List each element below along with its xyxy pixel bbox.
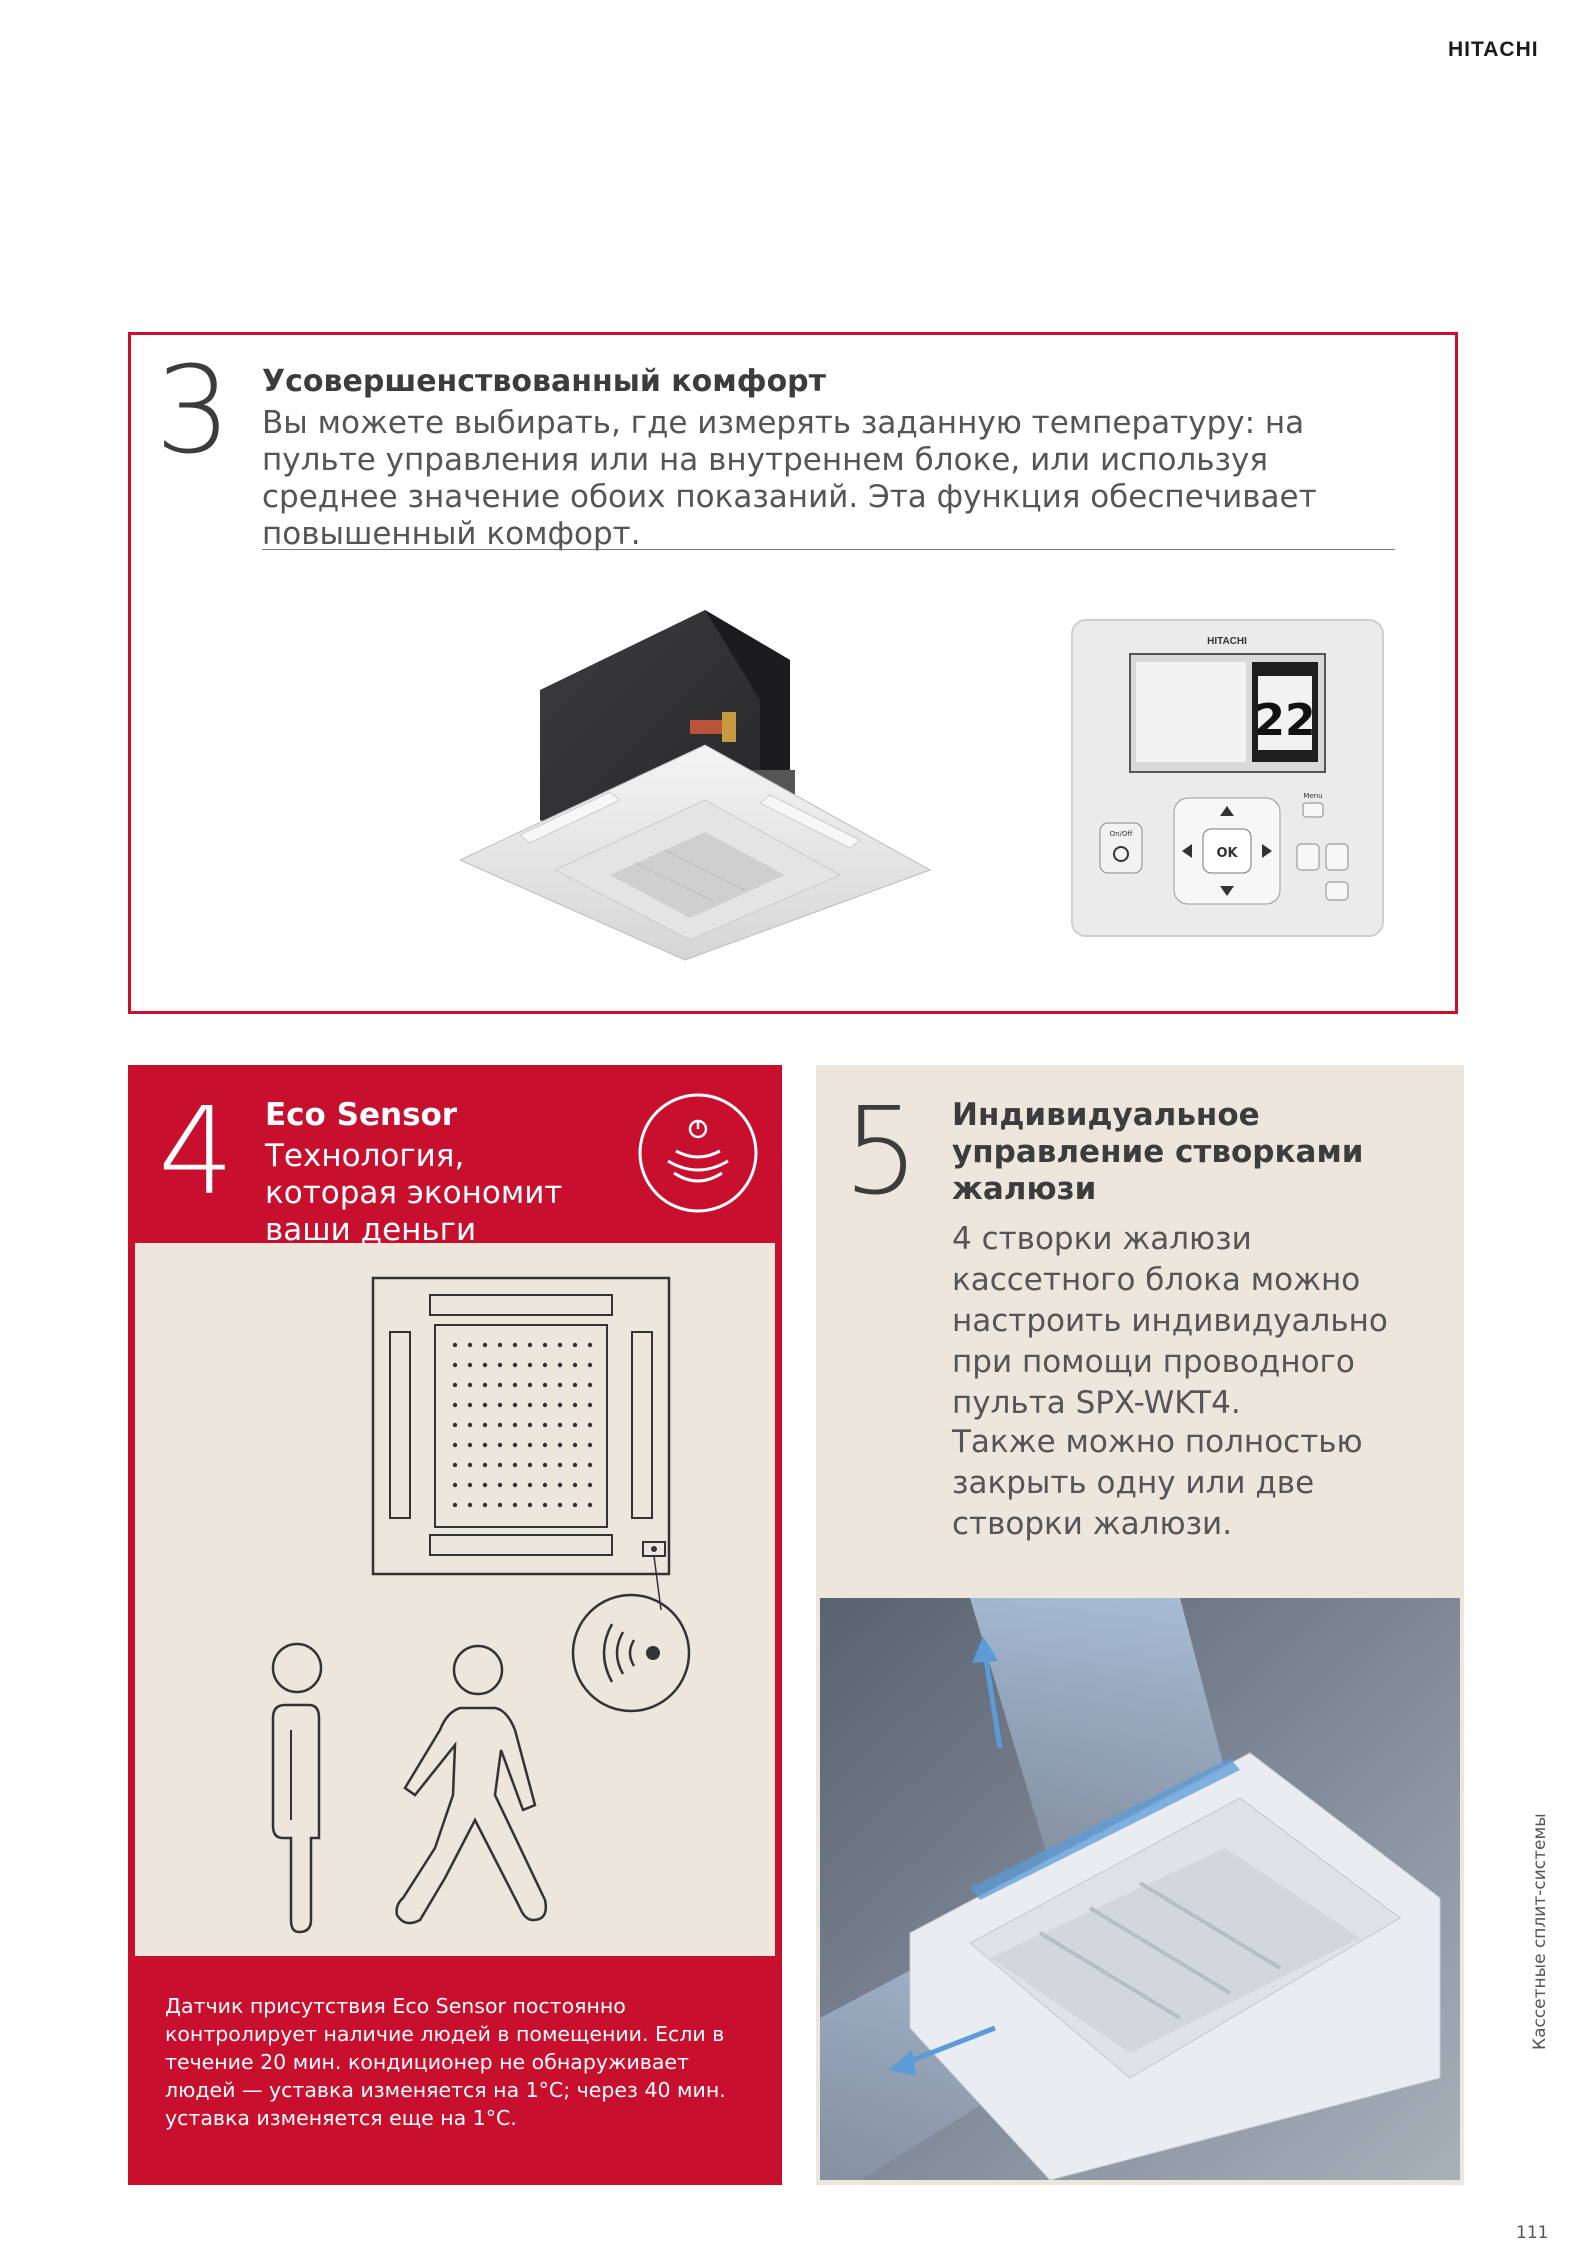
hitachi-logo: HITACHI <box>1448 38 1539 61</box>
remote-on-off-button[interactable]: On/Off <box>1109 830 1133 838</box>
section-3-title: Усовершенствованный комфорт <box>262 364 827 399</box>
louver-airflow-image <box>820 1598 1460 2180</box>
cassette-unit-image <box>460 600 950 970</box>
section-4-title: Eco Sensor <box>265 1097 458 1133</box>
remote-ok-button[interactable]: OK <box>1216 846 1238 861</box>
grille-dots <box>453 1343 592 1507</box>
section-4-subtitle: Технология, которая экономит ваши деньги <box>265 1138 563 1248</box>
section-3-body: Вы можете выбирать, где измерять заданную температуру: на пульте управления или на внутреннем блоке, или используя среднее значение обоих показаний. Эта функция обеспечивает повышенный комфорт. <box>262 405 1317 552</box>
eco-sensor-icon <box>636 1091 760 1215</box>
remote-temperature-display: 22 <box>1254 695 1316 746</box>
section-5-number: 5 <box>843 1083 920 1222</box>
section-3-divider <box>262 549 1395 550</box>
eco-sensor-illustration <box>135 1260 775 1950</box>
section-4-number: 4 <box>158 1083 235 1222</box>
remote-menu-button[interactable] <box>1303 803 1323 817</box>
side-section-label: Кассетные сплит-системы <box>1530 1813 1550 2050</box>
page-number: 111 <box>1516 2223 1549 2243</box>
section-3-number: 3 <box>155 342 232 481</box>
remote-menu-label: Menu <box>1303 792 1323 800</box>
section-5-title: Индивидуальное управление створками жалюзи <box>952 1097 1364 1207</box>
section-5-body-1: 4 створки жалюзи кассетного блока можно настроить индивидуально при помощи проводного пульта SPX-WKT4. <box>952 1221 1388 1421</box>
remote-brand-label: HITACHI <box>1207 636 1247 647</box>
section-5-body-2: Также можно полностью закрыть одну или две створки жалюзи. <box>952 1424 1363 1542</box>
wired-remote-control-image <box>1070 618 1385 938</box>
section-4-note: Датчик присутствия Eco Sensor постоянно контролирует наличие людей в помещении. Если в течение 20 мин. кондиционер не обнаруживает людей — уставка изменяется на 1°С; через 40 мин. уставка изменяется еще на 1°С. <box>165 1994 726 2130</box>
